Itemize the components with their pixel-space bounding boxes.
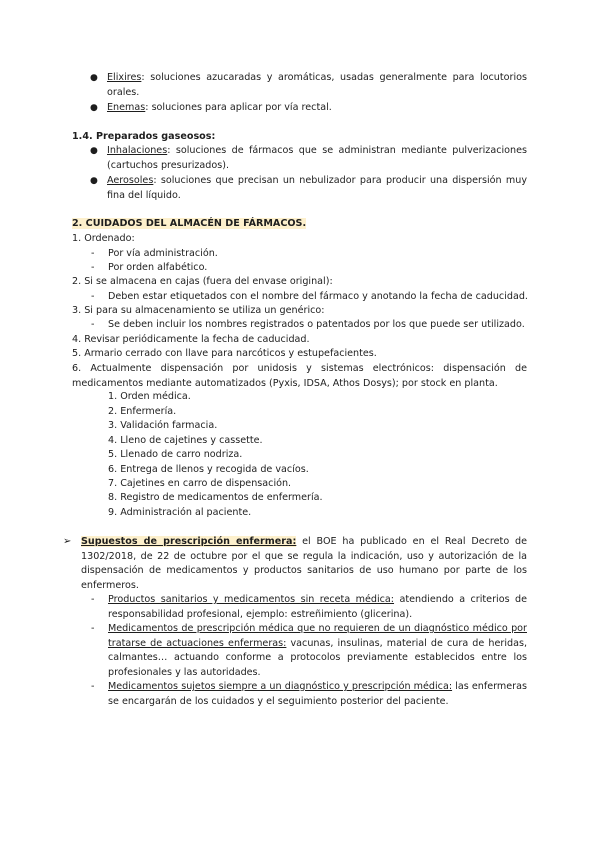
step-item: 2. Enfermería. — [108, 406, 177, 417]
supuestos-item-3-text: las enfermeras se encargarán de los cuidados y el seguimiento posterior del paciente. — [108, 681, 528, 707]
supuestos-item-3-term: Medicamentos sujetos siempre a un diagnóstico y prescripción médica: — [108, 681, 453, 692]
text-elixires: : soluciones azucaradas y aromáticas, usadas generalmente para locutorios orales. — [107, 72, 527, 98]
list-item-aerosoles — [90, 174, 527, 203]
list-item-enemas — [90, 101, 527, 116]
step-item: 9. Administración al paciente. — [108, 507, 252, 518]
step-item: 8. Registro de medicamentos de enfermería. — [108, 492, 323, 503]
cuidados-item-2-sub-1: - Deben estar etiquetados con el nombre del fármaco y anotando la fecha de caducidad. — [91, 291, 528, 302]
supuestos-item-1-text: atendiendo a criterios de responsabilidad profesional, ejemplo: estreñimiento (glicerina). — [108, 594, 527, 620]
bullet-icon: ● — [90, 146, 98, 156]
supuestos-item-2-text: vacunas, insulinas, material de cura de heridas, calmantes… actuando conforme a protocolos previamente establecidos entre los profesionales y las autoridades. — [108, 637, 528, 678]
supuestos-text: el BOE ha publicado en el Real Decreto de 1302/2018, de 22 de octubre por el que se regula la indicación, uso y autorización de la dispensación de medicamentos y productos sanitarios de uso humano por parte de los enfermeros. — [81, 536, 528, 591]
list-item-inhalaciones — [90, 144, 527, 173]
text-aerosoles: : soluciones que precisan un nebulizador para producir una dispersión muy fina del líquido. — [107, 175, 527, 201]
cuidados-item-1-sub-1: - Por vía administración. — [91, 248, 218, 259]
section-heading-gaseosos: 1.4. Preparados gaseosos: — [72, 131, 216, 142]
step-item: 4. Lleno de cajetines y cassette. — [108, 435, 263, 446]
step-item: 3. Validación farmacia. — [108, 420, 218, 431]
text-enemas: : soluciones para aplicar por vía rectal. — [145, 102, 332, 113]
cuidados-item-2: 2. Si se almacena en cajas (fuera del envase original): — [72, 276, 333, 287]
step-item: 6. Entrega de llenos y recogida de vacíos. — [108, 464, 309, 475]
section-heading-cuidados — [72, 217, 306, 232]
cuidados-item-3-sub-1: - Se deben incluir los nombres registrados o patentados por los que puede ser utilizado. — [91, 319, 525, 330]
supuestos-item-3: - Medicamentos sujetos siempre a un diagnóstico y prescripción médica: las enfermeras se encargarán de los cuidados y el seguimiento posterior del paciente. — [91, 681, 528, 707]
term-elixires: Elixires — [107, 72, 142, 83]
step-item: 1. Orden médica. — [108, 391, 191, 402]
cuidados-item-1-sub-2: - Por orden alfabético. — [91, 262, 208, 273]
text-inhalaciones: : soluciones de fármacos que se administran mediante pulverizaciones (cartuchos presurizados). — [107, 145, 527, 171]
supuestos-item-2-term: Medicamentos de prescripción médica que no requieren de un diagnóstico médico por tratarse de actuaciones enfermeras: — [108, 623, 527, 649]
list-item-elixires — [90, 71, 527, 100]
cuidados-item-6: 6. Actualmente dispensación por unidosis y sistemas electrónicos: dispensación de medicamentos mediante automatizados (Pyxis, IDSA, Athos Dosys); por stock en planta. — [72, 363, 527, 389]
bullet-icon: ● — [90, 103, 98, 113]
arrow-bullet-icon: ➢ — [63, 536, 72, 547]
supuestos-heading: Supuestos de prescripción enfermera: — [81, 536, 297, 547]
term-aerosoles: Aerosoles — [107, 175, 154, 186]
supuestos-item-1: - Productos sanitarios y medicamentos sin receta médica: atendiendo a criterios de responsabilidad profesional, ejemplo: estreñimiento (glicerina). — [91, 594, 527, 620]
term-enemas: Enemas — [107, 102, 146, 113]
supuestos-item-2: - Medicamentos de prescripción médica que no requieren de un diagnóstico médico por tratarse de actuaciones enfermeras: vacunas, insulinas, material de cura de heridas, calmantes… actuando conforme a protocolos previamente establecidos entre los profesionales y las autoridades. — [91, 623, 528, 678]
section-heading-cuidados-text: 2. CUIDADOS DEL ALMACÉN DE FÁRMACOS. — [72, 218, 307, 229]
supuestos-paragraph — [63, 535, 528, 593]
cuidados-item-3: 3. Si para su almacenamiento se utiliza un genérico: — [72, 305, 325, 316]
cuidados-item-4: 4. Revisar periódicamente la fecha de caducidad. — [72, 334, 310, 345]
term-inhalaciones: Inhalaciones — [107, 145, 168, 156]
cuidados-item-5: 5. Armario cerrado con llave para narcóticos y estupefacientes. — [72, 348, 377, 359]
cuidados-item-1: 1. Ordenado: — [72, 233, 135, 244]
bullet-icon: ● — [90, 73, 98, 83]
bullet-icon: ● — [90, 176, 98, 186]
supuestos-item-1-term: Productos sanitarios y medicamentos sin receta médica: — [108, 594, 395, 605]
step-item: 7. Cajetines en carro de dispensación. — [108, 478, 292, 489]
step-item: 5. Llenado de carro nodriza. — [108, 449, 243, 460]
